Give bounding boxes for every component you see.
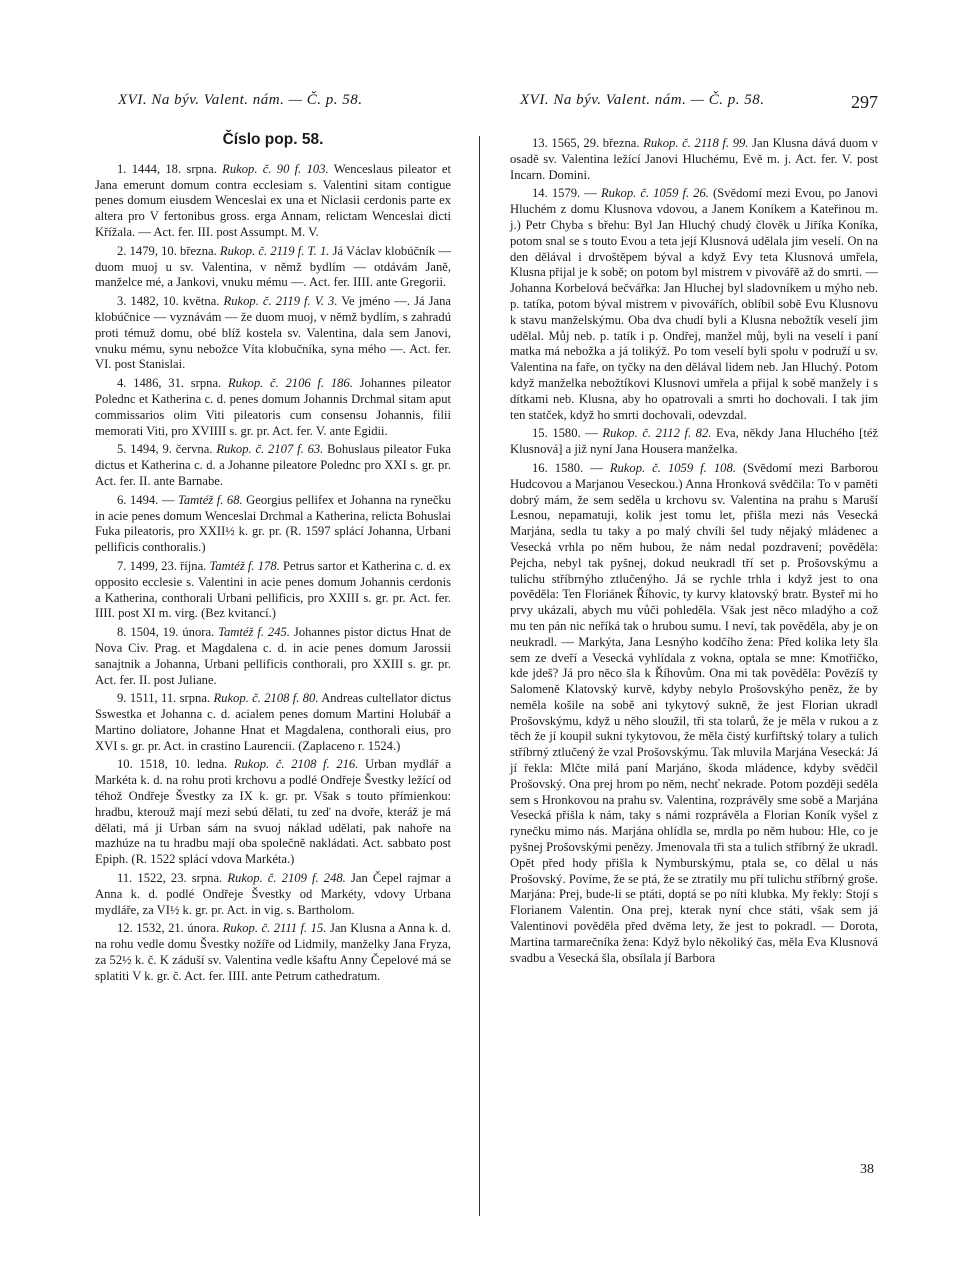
entry-source: Tamtéž f. 68. (177, 492, 243, 507)
entry-date: 1486, 31. srpna. (133, 376, 222, 391)
entry-number: 14. (532, 186, 548, 201)
entry-text: Ve jméno —. Já Jana klobúčnice — vyznávám — že duom muoj, v němž bydlím, s zahradú proti témuž domu, obé blíž kostela sv. Valentina, dala sem Janovi, vnuku mému, synu nebožce Víta klobučníka, syna mého —. Act. fer. VI. post Stanislai. (95, 294, 452, 372)
document-entry (95, 376, 451, 439)
entry-number: 7. (117, 558, 127, 573)
entry-number: 5. (117, 442, 127, 457)
document-entry (95, 871, 451, 918)
document-entry (95, 162, 451, 241)
document-entry (95, 559, 451, 622)
document-entry (510, 136, 878, 183)
document-entry (95, 493, 451, 556)
entry-number: 6. (117, 492, 127, 507)
entry-number: 10. (117, 757, 133, 772)
entry-text: Jan Čepel rajmar a Anna k. d. podlé Ondřeje Švestky od Markéty, vdovy Urbana mydláře, za VI½ k. gr. pr. Act. in vig. s. Bartholom. (95, 871, 451, 917)
entry-number: 13. (532, 136, 548, 150)
document-entry (95, 691, 451, 754)
entry-date: 1499, 23. října. (129, 558, 207, 573)
right-running-head: XVI. Na býv. Valent. nám. — Č. p. 58. (520, 92, 765, 108)
right-entry-list (510, 136, 878, 966)
entry-text: Georgius pellifex et Johanna na rynečku in acie penes domum Wenceslai Drchmal a Katherina, relicta Bohuslai Fuka pileatoris, pro XXII½ k. gr. pr. (R. 1597 splácí Johanna, Urbani pellificis conthoralis.) (95, 492, 451, 555)
entry-source: Rukop. č. 2107 f. 63. (216, 442, 324, 457)
entry-number: 2. (117, 243, 127, 258)
entry-source: Rukop. č. 90 f. 103. (222, 161, 329, 176)
entry-date: 1494, 9. června. (130, 442, 213, 457)
document-entry (95, 442, 451, 489)
entry-number: 15. (532, 426, 548, 441)
entry-source: Rukop. č. 2111 f. 15. (222, 921, 327, 936)
entry-date: 1482, 10. května. (130, 294, 220, 309)
entry-date: 1532, 21. února. (136, 921, 220, 936)
entry-text: Wenceslaus pileator et Jana emerunt domum contra ecclesiam s. Valentini sitam contigue penes domum eiusdem Wenceslai ex una et Niclasii cerdonis parte ex altera pro V fertonibus gross. erga Annam, relictam Wenceslai dicti Křížala. — Act. fer. III. post Assumpt. M. V. (95, 161, 452, 239)
section-title: Číslo pop. 58. (222, 131, 324, 148)
entry-date: 1511, 11. srpna. (129, 691, 211, 706)
page-number: 297 (851, 92, 878, 112)
entry-text: Já Václav klobúčník — duom muoj u sv. Valentina, v němž bydlím — otdávám Janě, manželce mé, a Jankovi, vnuku mému —. Act. fer. IIII. ante Gregorii. (95, 243, 451, 290)
entry-number: 1. (117, 161, 127, 176)
entry-source: Rukop. č. 2109 f. 248. (227, 871, 346, 886)
entry-source: Rukop. č. 2108 f. 216. (233, 757, 359, 772)
entry-number: 4. (117, 376, 127, 391)
entry-source: Tamtéž f. 245. (218, 625, 290, 640)
entry-text: Johannes pistor dictus Hnat de Nova Civ. Prag. et Magdalena c. d. in acie penes domum Jarossii sanajtnik a Johanna, Urbani pellificis conthorali, pro XXIII s. gr. pr. Act. fer. II. post Juliane. (95, 625, 452, 687)
document-entry (95, 921, 451, 984)
entry-date: 1518, 10. ledna. (139, 757, 228, 772)
entry-number: 9. (117, 691, 127, 706)
document-entry (510, 426, 878, 458)
entry-text: Urban mydlář a Markéta k. d. na rohu proti krchovu a podlé Ondřeje Švestky ležící od téhož Ondřeje Švestky za IX k. gr. pr. Však s touto přímienkou: hradbu, kterouž mají mezi sebú dělati, tu zeď na dvoře, kteráž je má dělati, má ji Urban sám na svuoj náklad udělati, pak nahoře na mazhúze na tu hradbu mají oba společně nakládati. Act. sabbato post Epiph. (R. 1522 splácí vdova Markéta.) (95, 757, 452, 867)
entry-date: 1580. — (552, 426, 598, 441)
entry-number: 12. (117, 921, 133, 936)
entry-date: 1580. — (554, 460, 603, 475)
document-entry (510, 186, 878, 423)
entry-source: Rukop. č. 1059 f. 108. (609, 460, 736, 475)
entry-source: Rukop. č. 2112 f. 82. (602, 426, 712, 441)
entry-text: (Svědomí mezi Evou, po Janovi Hluchém z domu Klusnova vdovou, a Janem Koníkem a Kateřinou m. j.) Petr Chyba s břehu: Byl Jan Hluchý chudý člověk u Jiříka Koníka, potom snal se s touto Evou a teta její Klusnová udělala jim veselí. On na den dělával i drvoštěpem býval a když Evy teta Klusnová umřela, Klusna přijal je k sobě; on potom byl mistrem v pivovářě až do smrti. — Johanna Korbelová bečvářka: Jan Hluchej byl sladovníkem u mýho neb. p. tatíka, potom býval mistrem v pivovářích, oblíbil sobě Evu Klusnovu k stavu manželskýmu. Oba dva chudí byli a Klusna nebožtík veselí jim udělal. Můj neb. p. tatík i p. Ondřej, manžel můj, byli na veselí i paní matka má nebožka a já tolikýž. Po tom veselí byli spolu v podruží u sv. Valentina na faře, on tyčky na den dělával lidem neb. Jan Hluchý. Potom když manželka nebožtíkovi Klusnovi umřela a přijal k sobě manžely i s dítkami neb. Klusna, aby ho opatrovali a smrti ho dochovali. I tak jim ten statček, když ho smrti dochovali, odevzdal. (510, 186, 879, 422)
entry-text: (Svědomí mezi Barborou Hudcovou a Marjanou Veseckou.) Anna Hronková svědčila: To v paměti dobrý mám, že sem seděla u krchovu sv. Valentina na prahu s Maruší Lesnou, nepamatuji, kolik jest tomu let, přišla mezi nás Vesecká Marjána, sedla tu taky a po malý chvíli šel tudy nějaký mládenec a Vesecká vrhla po něm hubou, že nám nedal pozdravení; pověděla: Pejcha, nebyl tak pyšnej, dokud neukradl tří set p. Prošovskýmu a tulichu stříbrnýho ztlučenýho. Já se rychle trhla i když jest to ona pověděla: Ten Floriánek Říhovic, ty kurvy klatovský bratr. Bysteř mi ho prvy ukázali, abych mu vůči pohleděla. Však jest něco mladýho a což mu ten pán nic neříká tak o hrubou sumu. I neví, tak pověděla, aby je on neukradl. — Markýta, Jana Lesnýho kodčího žena: Před kolika lety šla sem ze dveří a Vesecká vyhlídala z vokna, optala se mne: Kmotřičko, kde jdeš? Já pro něco šla k Říhovům. Ona mi tak pověděla: Povězíš ty Salomeně Klatovský kurvě, kdyby nebylo Prošovskýho peněz, že by neměla košile na sobě ani tykytový sukně, že jest Florian ukradl Prošovskýmu, když u něho sloužil, tři sta tolarů, že je měla v rukou a z těch že jí koupil sukni tykytovou, že měla čistý kurfiřtský tolary a tulich stříbrný ztlučený že vzal Prošovskýmu. Tak mluvila Marjána Vesecká: Já jí řekla: Mlčte milá paní Marjáno, škoda mládence, kdyby svědčil Prošovský. Ona prej hrom po něm, nechť nekrade. Potom později seděla sem s Hronkovou na prahu sv. Valentina, rozprávěly sme sobě a Marjána Vesecká přišla k nám, taky s námi rozprávěla a Florian Koník vyšel z rynečku mimo nás. Marjána ohlídla se, mrdla po něm hubou: Hle, co je pyšnej Prošovskými penězy. Jmenovala tři sta a tulich stříbrný že ukradl. Opět před hody přišla k Nymburskýmu, ptala se, co dělal u nás Prošovský. Povíme, že se ptá, že se ztratily mu pří tulichu stříbrný groše. Marjána: Prej, bude-li se ptáti, doptá se po níti klubka. My řekly: Stojí s Florianem Valentin. Ona prej, kterak nyní chce státi, však sem já Valentinovi pověděla před dvěma lety, že jest to pokradl. — Dorota, Martina tarmarečníka žena: Když bylo několiký čas, měla Eva Klusnová svadbu a Vesecká šla, obsílala jí Barbora (510, 460, 879, 965)
entry-date: 1479, 10. března. (129, 243, 217, 258)
entry-date: 1494. — (129, 492, 175, 507)
entry-number: 8. (117, 625, 127, 640)
entry-date: 1522, 23. srpna. (137, 871, 223, 886)
entry-date: 1565, 29. března. (551, 136, 640, 150)
entry-number: 3. (117, 294, 127, 309)
entry-text: Eva, někdy Jana Hluchého [též Klusnová] a již nyní Jana Housera manželka. (510, 426, 879, 457)
entry-text: Johannes pileator Polednc et Katherina c. d. penes domum Johannis Drchmal sitam aput commissarios olim Viti pileatoris cum consensu Johannis, filii memorati Viti, pro XVIIII s. gr. pr. Act. fer. V. ante Egidii. (95, 376, 452, 438)
entry-date: 1444, 18. srpna. (131, 161, 217, 176)
entry-text: Petrus sartor et Katherina c. d. ex opposito ecclesie s. Valentini in acie penes domum Johannis cerdonis a Katherina, conthorali Urbani pellificis, pro XXIII s. gr. pr. Act. fer. IIII. post XI m. virg. (Bez kvitancí.) (95, 558, 452, 621)
entry-date: 1504, 19. února. (130, 625, 215, 640)
entry-source: Tamtéž f. 178. (209, 558, 280, 573)
entry-source: Rukop. č. 2106 f. 186. (227, 376, 353, 391)
document-entry (95, 244, 451, 291)
column-divider (479, 136, 480, 1216)
entry-source: Rukop. č. 2108 f. 80. (213, 691, 319, 706)
document-entry (95, 294, 451, 373)
entry-number: 16. (532, 460, 548, 475)
entry-number: 11. (117, 871, 133, 886)
signature-mark: 38 (860, 1162, 874, 1177)
left-entry-list (95, 162, 451, 985)
document-entry (510, 461, 878, 967)
right-column (510, 136, 878, 969)
entry-source: Rukop. č. 2119 f. V. 3. (223, 294, 338, 309)
entry-source: Rukop. č. 2119 f. T. 1. (219, 243, 330, 258)
entry-text: Jan Klusna a Anna k. d. na rohu vedle domu Švestky nožíře od Lidmily, manželky Jana Fryza, za 52½ k. č. K záduší sv. Valentina vedle kšaftu Anny Čepelové má se splatiti V k. gr. č. Act. fer. IIII. ante Petrum cathedratum. (95, 921, 451, 983)
entry-text: Andreas cultellator dictus Sswestka et Johanna c. d. acialem penes domum Martini Holubář a Martino doliatore, Johanne Hnat et Magdalena, conthorali eius, pro XVI s. gr. pr. Act. in crastino Laurencii. (Zaplaceno r. 1524.) (95, 691, 451, 753)
entry-source: Rukop. č. 2118 f. 99. (643, 136, 749, 150)
entry-text: Jan Klusna dává duom v osadě sv. Valentina ležící Janovi Hluchému, Evě m. j. Act. fer. V. post Incarn. Domini. (510, 136, 878, 182)
left-column (95, 130, 451, 988)
document-entry (95, 625, 451, 688)
entry-text: Bohuslaus pileator Fuka dictus et Katherina c. d. a Johanne pileatore Polednc pro XXI s. gr. pr. Act. fer. II. ante Barnabe. (95, 442, 451, 488)
entry-date: 1579. — (551, 186, 597, 201)
document-entry (95, 757, 451, 868)
left-running-head: XVI. Na býv. Valent. nám. — Č. p. 58. (118, 92, 363, 108)
entry-source: Rukop. č. 1059 f. 26. (600, 186, 709, 201)
